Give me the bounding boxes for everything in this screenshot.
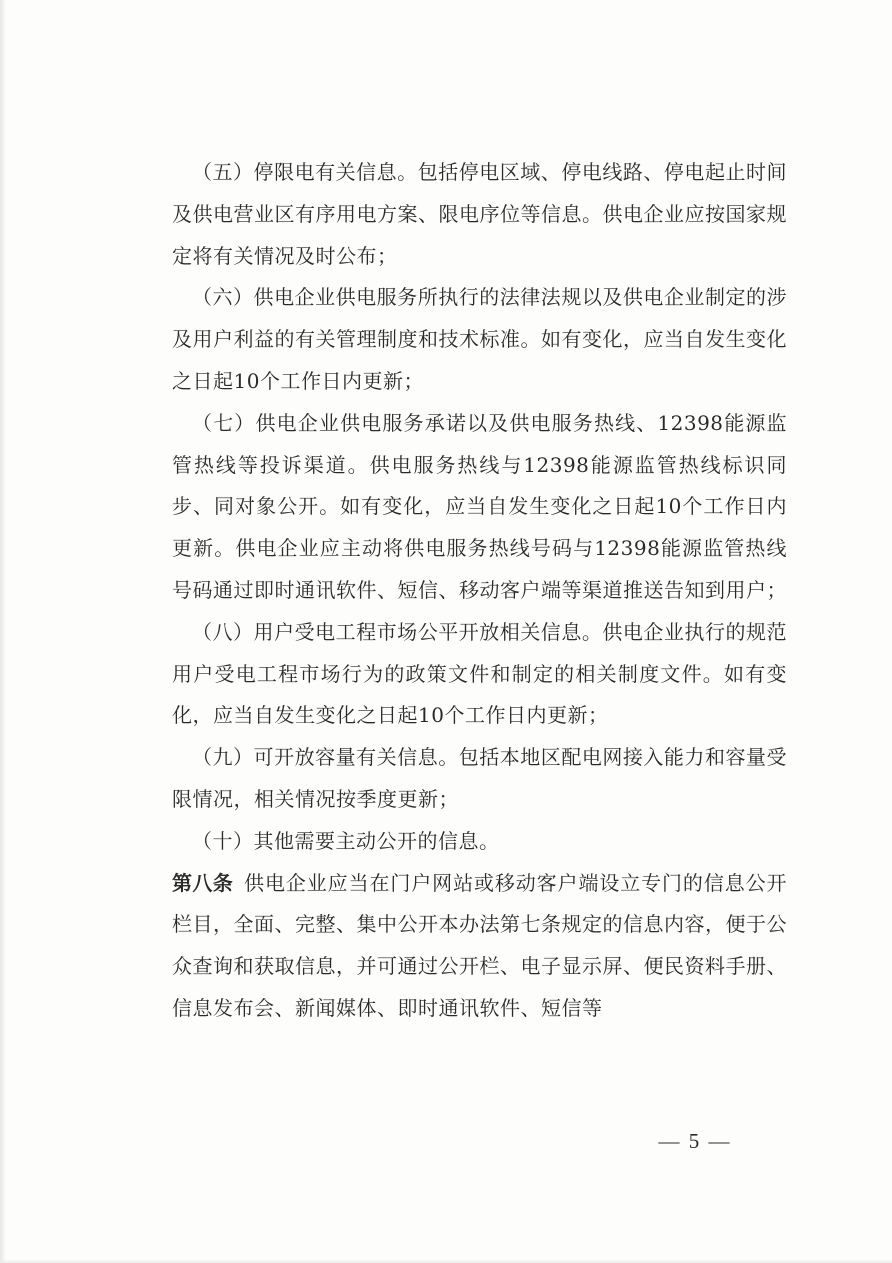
paragraph-item-8: （八）用户受电工程市场公平开放相关信息。供电企业执行的规范用户受电工程市场行为的政策文件和制定的相关制度文件。如有变化，应当自发生变化之日起10个工作日内更新；: [172, 619, 787, 728]
paragraph-item-6: （六）供电企业供电服务所执行的法律法规以及供电企业制定的涉及用户利益的有关管理制度和技术标准。如有变化，应当自发生变化之日起10个工作日内更新；: [172, 285, 787, 393]
page-number: — 5 —: [658, 1129, 732, 1153]
scan-edge-bottom: [0, 1259, 892, 1263]
paragraph-item-5: （五）停限电有关信息。包括停电区域、停电线路、停电起止时间及供电营业区有序用电方案、限电序位等信息。供电企业应按国家规定将有关情况及时公布；: [172, 160, 787, 268]
article-label: 第八条: [172, 870, 234, 895]
scan-edge-left: [0, 0, 6, 1263]
paragraph-article-8: [172, 863, 787, 1030]
paragraph-item-9: （九）可开放容量有关信息。包括本地区配电网接入能力和容量受限情况，相关情况按季度更新；: [172, 745, 787, 811]
article-text: 供电企业应当在门户网站或移动客户端设立专门的信息公开栏目，全面、完整、集中公开本办法第七条规定的信息内容，便于公众查询和获取信息，并可通过公开栏、电子显示屏、便民资料手册、信息发布会、新闻媒体、即时通讯软件、短信等: [172, 870, 788, 1020]
paragraph-item-10: （十）其他需要主动公开的信息。: [192, 828, 500, 853]
document-body: [172, 152, 787, 1030]
paragraph-item-7: （七）供电企业供电服务承诺以及供电服务热线、12398能源监管热线等投诉渠道。供电服务热线与12398能源监管热线标识同步、同对象公开。如有变化，应当自发生变化之日起10个工作日内更新。供电企业应主动将供电服务热线号码与12398能源监管热线号码通过即时通讯软件、短信、移动客户端等渠道推送告知到用户；: [172, 410, 787, 602]
